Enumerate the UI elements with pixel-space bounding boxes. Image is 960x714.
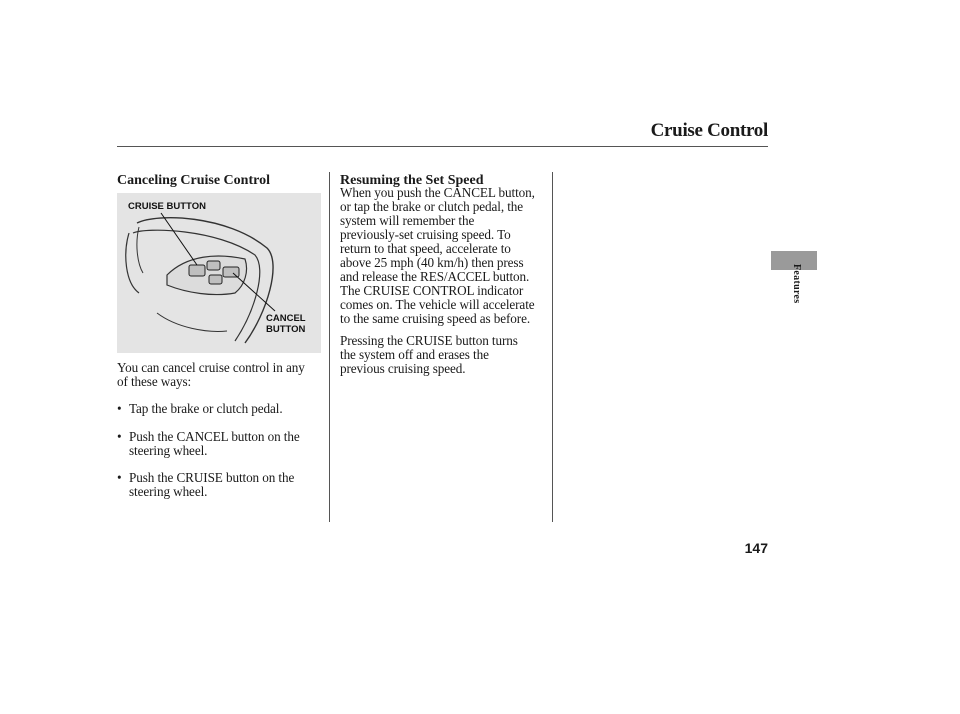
resume-line-9: comes on. The vehicle will accelerate — [340, 297, 535, 312]
resume-paragraph — [340, 186, 550, 326]
resume-line-2: or tap the brake or clutch pedal, the — [340, 199, 524, 214]
resume-line-1: When you push the CANCEL button, — [340, 185, 535, 200]
section-label: Features — [791, 264, 802, 304]
list-item — [117, 430, 327, 458]
cruise-off-paragraph — [340, 334, 550, 376]
bullet-3-line-1: • Push the CRUISE button on the — [129, 470, 295, 485]
resume-line-6: above 25 mph (40 km/h) then press — [340, 255, 524, 270]
list-item — [117, 402, 327, 416]
cruise-off-line-3: previous cruising speed. — [340, 361, 466, 376]
header-divider — [117, 146, 768, 147]
intro-line-1: You can cancel cruise control in any — [117, 360, 305, 375]
list-item — [117, 471, 327, 499]
bullet-1-line-1: • Tap the brake or clutch pedal. — [129, 401, 283, 416]
steering-wheel-figure — [117, 193, 321, 353]
cancel-button-label — [266, 313, 306, 335]
intro-line-2: of these ways: — [117, 374, 192, 389]
cruise-off-line-2: the system off and erases the — [340, 347, 489, 362]
bullet-2-line-2: steering wheel. — [129, 443, 208, 458]
bullet-2-line-1: • Push the CANCEL button on the — [129, 429, 300, 444]
cancel-intro-paragraph — [117, 361, 327, 389]
cancel-label-line-1: CANCEL — [266, 313, 306, 324]
cancel-methods-list — [117, 402, 327, 512]
cancel-label-line-2: BUTTON — [266, 324, 306, 335]
resume-line-7: and release the RES/ACCEL button. — [340, 269, 530, 284]
column-divider-left — [329, 172, 330, 522]
resume-line-4: previously-set cruising speed. To — [340, 227, 511, 242]
resume-line-10: to the same cruising speed as before. — [340, 311, 531, 326]
resume-line-5: return to that speed, accelerate to — [340, 241, 511, 256]
page-title: Cruise Control — [650, 120, 768, 141]
resume-line-8: The CRUISE CONTROL indicator — [340, 283, 524, 298]
cruise-button-label: CRUISE BUTTON — [128, 201, 206, 212]
canceling-cruise-heading: Canceling Cruise Control — [117, 173, 270, 188]
resume-line-3: system will remember the — [340, 213, 475, 228]
cruise-off-line-1: Pressing the CRUISE button turns — [340, 333, 518, 348]
column-divider-right — [552, 172, 553, 522]
bullet-3-line-2: steering wheel. — [129, 484, 208, 499]
resuming-speed-heading: Resuming the Set Speed — [340, 173, 484, 188]
page-number: 147 — [744, 540, 768, 556]
